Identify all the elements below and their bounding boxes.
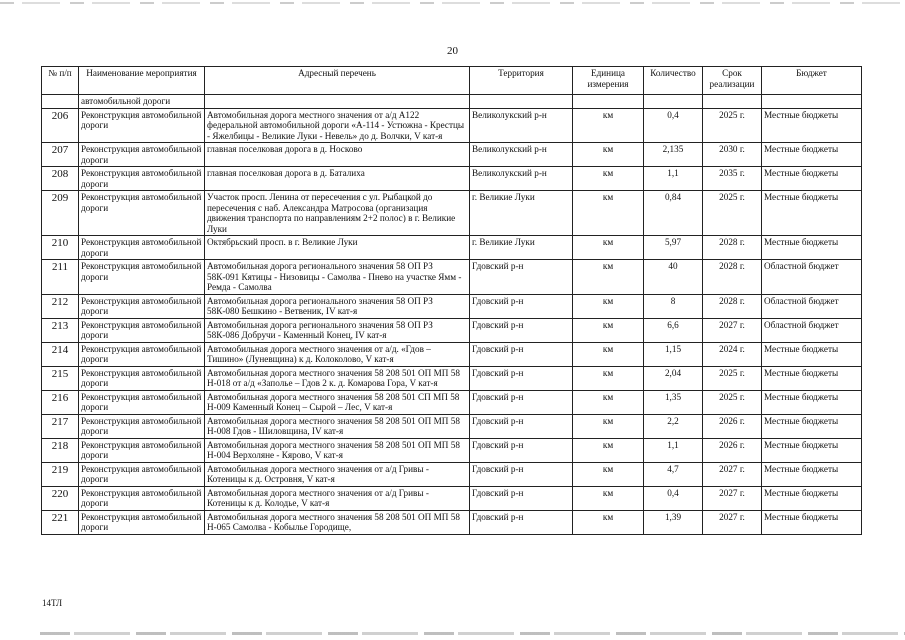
cell-unit: км <box>573 510 644 534</box>
cell-budget: Местные бюджеты <box>762 510 862 534</box>
cell-name: Реконструкция автомобильной дороги <box>79 236 205 260</box>
cell-unit: км <box>573 462 644 486</box>
cell-name: Реконструкция автомобильной дороги <box>79 438 205 462</box>
continuation-cell-quantity <box>644 95 703 109</box>
cell-budget: Местные бюджеты <box>762 390 862 414</box>
cell-term: 2025 г. <box>703 108 762 143</box>
table-row <box>42 108 862 143</box>
cell-name: Реконструкция автомобильной дороги <box>79 366 205 390</box>
table-row <box>42 143 862 167</box>
cell-budget: Местные бюджеты <box>762 438 862 462</box>
cell-unit: км <box>573 143 644 167</box>
cell-budget: Областной бюджет <box>762 294 862 318</box>
cell-address: Автомобильная дорога местного значения 58 208 501 СП МП 58 Н-009 Каменный Конец – Сырой – Лес, V кат-я <box>205 390 470 414</box>
cell-territory: Гдовский р-н <box>470 510 573 534</box>
cell-num: 218 <box>42 438 79 462</box>
cell-num: 207 <box>42 143 79 167</box>
table-row <box>42 318 862 342</box>
cell-name: Реконструкция автомобильной дороги <box>79 143 205 167</box>
cell-territory: Великолукский р-н <box>470 143 573 167</box>
scan-artifact-bottom <box>40 632 905 635</box>
cell-quantity: 1,15 <box>644 342 703 366</box>
cell-territory: Гдовский р-н <box>470 462 573 486</box>
cell-term: 2025 г. <box>703 366 762 390</box>
cell-num: 219 <box>42 462 79 486</box>
cell-term: 2026 г. <box>703 438 762 462</box>
cell-name: Реконструкция автомобильной дороги <box>79 510 205 534</box>
header-budget: Бюджет <box>762 67 862 95</box>
cell-num: 221 <box>42 510 79 534</box>
cell-address: Автомобильная дорога местного значения от а/д Гривы - Котеницы к д. Колодье, V кат-я <box>205 486 470 510</box>
header-address: Адресный перечень <box>205 67 470 95</box>
cell-quantity: 1,39 <box>644 510 703 534</box>
cell-unit: км <box>573 236 644 260</box>
cell-name: Реконструкция автомобильной дороги <box>79 414 205 438</box>
cell-name: Реконструкция автомобильной дороги <box>79 462 205 486</box>
continuation-cell-territory <box>470 95 573 109</box>
cell-term: 2026 г. <box>703 414 762 438</box>
table-row <box>42 260 862 295</box>
cell-quantity: 2,04 <box>644 366 703 390</box>
cell-name: Реконструкция автомобильной дороги <box>79 260 205 295</box>
cell-name: Реконструкция автомобильной дороги <box>79 390 205 414</box>
cell-budget: Местные бюджеты <box>762 236 862 260</box>
cell-term: 2027 г. <box>703 510 762 534</box>
cell-budget: Местные бюджеты <box>762 143 862 167</box>
cell-unit: км <box>573 342 644 366</box>
cell-term: 2035 г. <box>703 167 762 191</box>
cell-address: Автомобильная дорога местного значения от а/д А122 федеральной автомобильной дороги «А-114 - Устюжна - Крестцы - Яжелбицы - Великие Луки - Невель» до д. Волчки, V кат-я <box>205 108 470 143</box>
continuation-cell-unit <box>573 95 644 109</box>
cell-budget: Областной бюджет <box>762 318 862 342</box>
cell-unit: км <box>573 318 644 342</box>
table-row <box>42 438 862 462</box>
continuation-cell-name: автомобильной дороги <box>79 95 205 109</box>
cell-quantity: 4,7 <box>644 462 703 486</box>
cell-quantity: 0,84 <box>644 191 703 236</box>
cell-term: 2028 г. <box>703 260 762 295</box>
cell-quantity: 1,35 <box>644 390 703 414</box>
cell-territory: Великолукский р-н <box>470 108 573 143</box>
cell-quantity: 1,1 <box>644 438 703 462</box>
cell-unit: км <box>573 486 644 510</box>
cell-budget: Местные бюджеты <box>762 191 862 236</box>
cell-num: 214 <box>42 342 79 366</box>
cell-address: Автомобильная дорога местного значения 58 208 501 ОП МП 58 Н-065 Самолва - Кобылье Городище, <box>205 510 470 534</box>
cell-territory: Гдовский р-н <box>470 486 573 510</box>
cell-territory: Гдовский р-н <box>470 414 573 438</box>
cell-name: Реконструкция автомобильной дороги <box>79 318 205 342</box>
cell-term: 2028 г. <box>703 236 762 260</box>
footer-code: 14ТЛ <box>42 598 63 608</box>
cell-quantity: 5,97 <box>644 236 703 260</box>
cell-num: 213 <box>42 318 79 342</box>
cell-address: Автомобильная дорога регионального значения 58 ОП РЗ 58К-091 Кятицы - Низовицы - Самолва - Пнево на участке Ямм - Ремда - Самолва <box>205 260 470 295</box>
cell-num: 215 <box>42 366 79 390</box>
cell-term: 2025 г. <box>703 390 762 414</box>
cell-unit: км <box>573 191 644 236</box>
cell-quantity: 8 <box>644 294 703 318</box>
cell-quantity: 2,2 <box>644 414 703 438</box>
cell-address: Автомобильная дорога местного значения 58 208 501 ОП МП 58 Н-018 от а/д «Заполье – Гдов 2 к. д. Комарова Гора, V кат-я <box>205 366 470 390</box>
cell-unit: км <box>573 108 644 143</box>
header-territory: Территория <box>470 67 573 95</box>
cell-quantity: 40 <box>644 260 703 295</box>
cell-address: Автомобильная дорога регионального значения 58 ОП РЗ 58К-080 Бешкино - Ветвеник, IV кат-я <box>205 294 470 318</box>
cell-name: Реконструкция автомобильной дороги <box>79 167 205 191</box>
scan-artifact-top <box>0 2 905 4</box>
cell-budget: Местные бюджеты <box>762 366 862 390</box>
cell-name: Реконструкция автомобильной дороги <box>79 191 205 236</box>
cell-name: Реконструкция автомобильной дороги <box>79 108 205 143</box>
cell-address: главная поселковая дорога в д. Баталиха <box>205 167 470 191</box>
cell-quantity: 0,4 <box>644 108 703 143</box>
cell-term: 2025 г. <box>703 191 762 236</box>
cell-budget: Местные бюджеты <box>762 167 862 191</box>
cell-term: 2028 г. <box>703 294 762 318</box>
cell-num: 211 <box>42 260 79 295</box>
cell-unit: км <box>573 294 644 318</box>
cell-territory: Гдовский р-н <box>470 318 573 342</box>
cell-territory: г. Великие Луки <box>470 191 573 236</box>
cell-budget: Областной бюджет <box>762 260 862 295</box>
cell-quantity: 1,1 <box>644 167 703 191</box>
road-reconstruction-table <box>41 66 862 535</box>
cell-unit: км <box>573 438 644 462</box>
cell-address: главная поселковая дорога в д. Носково <box>205 143 470 167</box>
cell-unit: км <box>573 167 644 191</box>
cell-budget: Местные бюджеты <box>762 462 862 486</box>
table-row <box>42 510 862 534</box>
cell-territory: Гдовский р-н <box>470 438 573 462</box>
cell-territory: Гдовский р-н <box>470 390 573 414</box>
cell-address: Автомобильная дорога местного значения от а/д Гривы - Котеницы к д. Островня, V кат-я <box>205 462 470 486</box>
cell-quantity: 0,4 <box>644 486 703 510</box>
cell-budget: Местные бюджеты <box>762 486 862 510</box>
cell-territory: г. Великие Луки <box>470 236 573 260</box>
table-row <box>42 167 862 191</box>
table-row <box>42 486 862 510</box>
cell-territory: Гдовский р-н <box>470 260 573 295</box>
cell-address: Участок просп. Ленина от пересечения с ул. Рыбацкой до пересечения с наб. Александра Матросова (организация движения транспорта по направлениям 2+2 полос) в г. Великие Луки <box>205 191 470 236</box>
continuation-cell-address <box>205 95 470 109</box>
header-name: Наименование мероприятия <box>79 67 205 95</box>
cell-quantity: 6,6 <box>644 318 703 342</box>
cell-territory: Гдовский р-н <box>470 294 573 318</box>
continuation-row <box>42 95 862 109</box>
cell-num: 210 <box>42 236 79 260</box>
table-header-row <box>42 67 862 95</box>
cell-name: Реконструкция автомобильной дороги <box>79 342 205 366</box>
cell-address: Автомобильная дорога местного значения от а/д. «Гдов – Тишино» (Луневщина) к д. Колоколово, V кат-я <box>205 342 470 366</box>
cell-term: 2027 г. <box>703 486 762 510</box>
cell-unit: км <box>573 260 644 295</box>
cell-budget: Местные бюджеты <box>762 342 862 366</box>
header-num: № п/п <box>42 67 79 95</box>
table-row <box>42 390 862 414</box>
header-quantity: Количество <box>644 67 703 95</box>
page-number: 20 <box>447 45 458 57</box>
continuation-cell-num <box>42 95 79 109</box>
cell-quantity: 2,135 <box>644 143 703 167</box>
cell-unit: км <box>573 390 644 414</box>
cell-unit: км <box>573 366 644 390</box>
table-row <box>42 366 862 390</box>
header-term: Срок реализации <box>703 67 762 95</box>
cell-num: 220 <box>42 486 79 510</box>
cell-budget: Местные бюджеты <box>762 414 862 438</box>
cell-num: 208 <box>42 167 79 191</box>
cell-num: 206 <box>42 108 79 143</box>
table-row <box>42 294 862 318</box>
cell-num: 216 <box>42 390 79 414</box>
cell-unit: км <box>573 414 644 438</box>
table-row <box>42 236 862 260</box>
cell-name: Реконструкция автомобильной дороги <box>79 294 205 318</box>
cell-num: 212 <box>42 294 79 318</box>
cell-term: 2024 г. <box>703 342 762 366</box>
header-unit: Единица измерения <box>573 67 644 95</box>
cell-term: 2030 г. <box>703 143 762 167</box>
cell-num: 217 <box>42 414 79 438</box>
cell-address: Октябрьский просп. в г. Великие Луки <box>205 236 470 260</box>
cell-term: 2027 г. <box>703 462 762 486</box>
cell-address: Автомобильная дорога местного значения 58 208 501 ОП МП 58 Н-004 Верхоляне - Кярово, V кат-я <box>205 438 470 462</box>
continuation-cell-term <box>703 95 762 109</box>
cell-name: Реконструкция автомобильной дороги <box>79 486 205 510</box>
cell-address: Автомобильная дорога местного значения 58 208 501 ОП МП 58 Н-008 Гдов - Шиловщина, IV кат-я <box>205 414 470 438</box>
cell-territory: Гдовский р-н <box>470 342 573 366</box>
table-row <box>42 462 862 486</box>
cell-address: Автомобильная дорога регионального значения 58 ОП РЗ 58К-086 Добручи - Каменный Конец, IV кат-я <box>205 318 470 342</box>
cell-territory: Великолукский р-н <box>470 167 573 191</box>
continuation-cell-budget <box>762 95 862 109</box>
cell-term: 2027 г. <box>703 318 762 342</box>
cell-budget: Местные бюджеты <box>762 108 862 143</box>
table-row <box>42 414 862 438</box>
table-row <box>42 342 862 366</box>
table-row <box>42 191 862 236</box>
cell-territory: Гдовский р-н <box>470 366 573 390</box>
cell-num: 209 <box>42 191 79 236</box>
